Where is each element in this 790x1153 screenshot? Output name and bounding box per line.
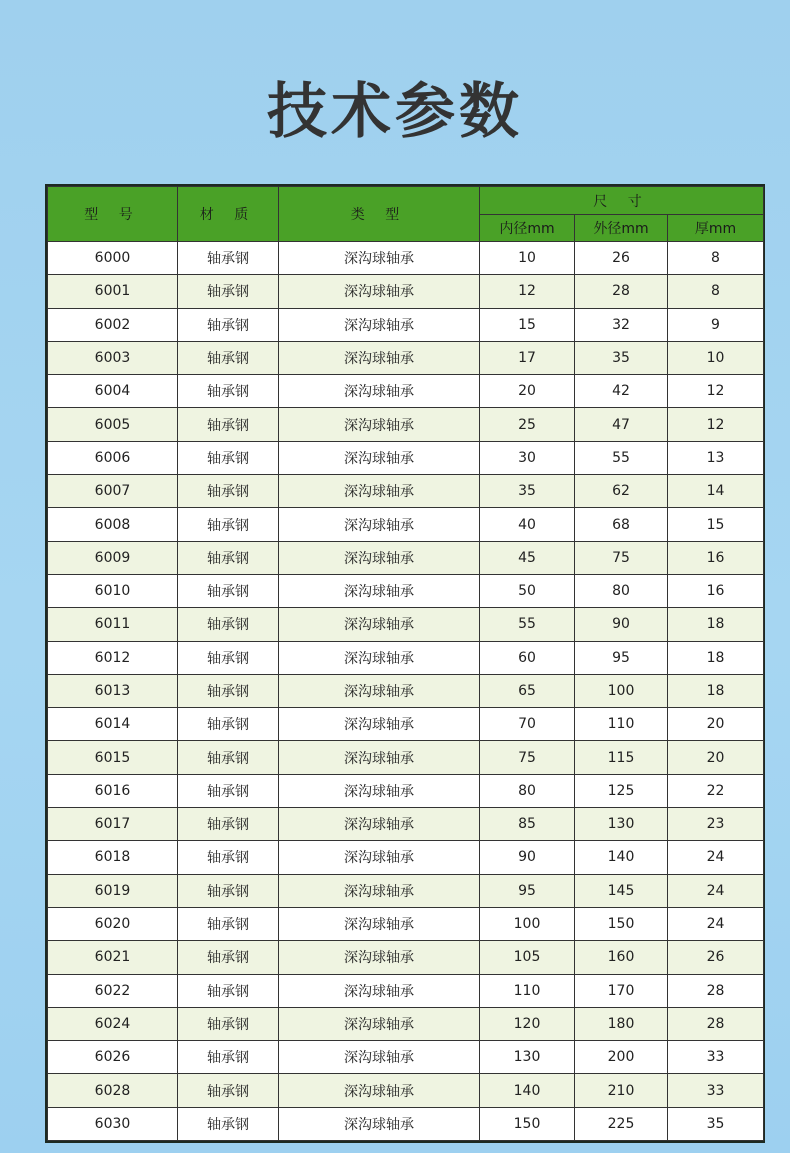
cell-model: 6002 [48, 308, 178, 341]
table-row [48, 408, 764, 441]
table-row [48, 242, 764, 275]
cell-thickness: 24 [668, 874, 764, 907]
cell-inner: 100 [480, 907, 575, 940]
cell-type: 深沟球轴承 [279, 708, 480, 741]
cell-type: 深沟球轴承 [279, 308, 480, 341]
cell-model: 6017 [48, 808, 178, 841]
cell-outer: 170 [575, 974, 668, 1007]
table-row [48, 541, 764, 574]
cell-type: 深沟球轴承 [279, 674, 480, 707]
cell-thickness: 15 [668, 508, 764, 541]
cell-outer: 145 [575, 874, 668, 907]
header-material: 材 质 [178, 187, 279, 242]
table-row [48, 574, 764, 607]
cell-model: 6028 [48, 1074, 178, 1107]
cell-outer: 225 [575, 1107, 668, 1140]
cell-inner: 120 [480, 1007, 575, 1040]
cell-thickness: 12 [668, 375, 764, 408]
cell-outer: 90 [575, 608, 668, 641]
header-model: 型 号 [48, 187, 178, 242]
cell-inner: 20 [480, 375, 575, 408]
cell-material: 轴承钢 [178, 441, 279, 474]
cell-inner: 35 [480, 475, 575, 508]
cell-model: 6006 [48, 441, 178, 474]
cell-type: 深沟球轴承 [279, 408, 480, 441]
cell-material: 轴承钢 [178, 774, 279, 807]
cell-thickness: 18 [668, 608, 764, 641]
cell-material: 轴承钢 [178, 341, 279, 374]
cell-model: 6026 [48, 1041, 178, 1074]
cell-material: 轴承钢 [178, 1107, 279, 1140]
cell-material: 轴承钢 [178, 408, 279, 441]
cell-thickness: 8 [668, 275, 764, 308]
header-type: 类 型 [279, 187, 480, 242]
cell-type: 深沟球轴承 [279, 375, 480, 408]
cell-type: 深沟球轴承 [279, 574, 480, 607]
cell-inner: 55 [480, 608, 575, 641]
cell-model: 6013 [48, 674, 178, 707]
cell-outer: 125 [575, 774, 668, 807]
cell-outer: 35 [575, 341, 668, 374]
cell-material: 轴承钢 [178, 874, 279, 907]
cell-outer: 47 [575, 408, 668, 441]
header-inner-diameter: 内径mm [480, 215, 575, 242]
cell-type: 深沟球轴承 [279, 974, 480, 1007]
cell-thickness: 33 [668, 1041, 764, 1074]
table-row [48, 1107, 764, 1140]
cell-outer: 32 [575, 308, 668, 341]
cell-type: 深沟球轴承 [279, 874, 480, 907]
cell-material: 轴承钢 [178, 308, 279, 341]
cell-material: 轴承钢 [178, 974, 279, 1007]
cell-thickness: 28 [668, 1007, 764, 1040]
cell-thickness: 10 [668, 341, 764, 374]
cell-thickness: 16 [668, 574, 764, 607]
cell-inner: 150 [480, 1107, 575, 1140]
cell-material: 轴承钢 [178, 275, 279, 308]
cell-thickness: 22 [668, 774, 764, 807]
table-row [48, 841, 764, 874]
cell-type: 深沟球轴承 [279, 608, 480, 641]
cell-outer: 75 [575, 541, 668, 574]
table-row [48, 808, 764, 841]
cell-model: 6030 [48, 1107, 178, 1140]
cell-inner: 30 [480, 441, 575, 474]
cell-material: 轴承钢 [178, 641, 279, 674]
table-row [48, 308, 764, 341]
table-row [48, 341, 764, 374]
cell-model: 6010 [48, 574, 178, 607]
cell-model: 6014 [48, 708, 178, 741]
table-row [48, 708, 764, 741]
cell-material: 轴承钢 [178, 674, 279, 707]
cell-inner: 60 [480, 641, 575, 674]
cell-thickness: 24 [668, 841, 764, 874]
cell-type: 深沟球轴承 [279, 841, 480, 874]
cell-model: 6005 [48, 408, 178, 441]
cell-outer: 80 [575, 574, 668, 607]
cell-outer: 140 [575, 841, 668, 874]
cell-thickness: 33 [668, 1074, 764, 1107]
cell-outer: 130 [575, 808, 668, 841]
cell-material: 轴承钢 [178, 741, 279, 774]
cell-inner: 17 [480, 341, 575, 374]
cell-model: 6021 [48, 941, 178, 974]
cell-outer: 110 [575, 708, 668, 741]
cell-type: 深沟球轴承 [279, 341, 480, 374]
cell-model: 6000 [48, 242, 178, 275]
cell-inner: 10 [480, 242, 575, 275]
table-row [48, 508, 764, 541]
header-thickness: 厚mm [668, 215, 764, 242]
cell-model: 6020 [48, 907, 178, 940]
table-row [48, 1041, 764, 1074]
cell-model: 6001 [48, 275, 178, 308]
cell-outer: 55 [575, 441, 668, 474]
cell-model: 6003 [48, 341, 178, 374]
cell-outer: 180 [575, 1007, 668, 1040]
cell-type: 深沟球轴承 [279, 242, 480, 275]
table-row [48, 874, 764, 907]
cell-inner: 12 [480, 275, 575, 308]
cell-material: 轴承钢 [178, 574, 279, 607]
cell-outer: 62 [575, 475, 668, 508]
cell-thickness: 12 [668, 408, 764, 441]
cell-outer: 150 [575, 907, 668, 940]
table-row [48, 441, 764, 474]
table-row [48, 375, 764, 408]
spec-table-container [45, 184, 765, 1143]
cell-outer: 42 [575, 375, 668, 408]
cell-type: 深沟球轴承 [279, 1107, 480, 1140]
cell-inner: 80 [480, 774, 575, 807]
cell-model: 6007 [48, 475, 178, 508]
page-title: 技术参数 [267, 77, 523, 147]
cell-inner: 75 [480, 741, 575, 774]
cell-inner: 25 [480, 408, 575, 441]
table-row [48, 674, 764, 707]
cell-inner: 110 [480, 974, 575, 1007]
cell-material: 轴承钢 [178, 1041, 279, 1074]
cell-thickness: 23 [668, 808, 764, 841]
cell-inner: 130 [480, 1041, 575, 1074]
cell-material: 轴承钢 [178, 808, 279, 841]
cell-inner: 45 [480, 541, 575, 574]
cell-type: 深沟球轴承 [279, 907, 480, 940]
cell-inner: 85 [480, 808, 575, 841]
table-row [48, 275, 764, 308]
cell-model: 6016 [48, 774, 178, 807]
cell-outer: 160 [575, 941, 668, 974]
cell-outer: 95 [575, 641, 668, 674]
cell-thickness: 18 [668, 674, 764, 707]
cell-inner: 95 [480, 874, 575, 907]
cell-material: 轴承钢 [178, 841, 279, 874]
cell-model: 6011 [48, 608, 178, 641]
cell-material: 轴承钢 [178, 608, 279, 641]
cell-material: 轴承钢 [178, 941, 279, 974]
cell-type: 深沟球轴承 [279, 641, 480, 674]
cell-model: 6004 [48, 375, 178, 408]
cell-thickness: 13 [668, 441, 764, 474]
cell-type: 深沟球轴承 [279, 441, 480, 474]
cell-inner: 15 [480, 308, 575, 341]
cell-thickness: 14 [668, 475, 764, 508]
cell-type: 深沟球轴承 [279, 808, 480, 841]
cell-thickness: 28 [668, 974, 764, 1007]
cell-type: 深沟球轴承 [279, 1041, 480, 1074]
table-row [48, 608, 764, 641]
cell-model: 6008 [48, 508, 178, 541]
cell-outer: 210 [575, 1074, 668, 1107]
cell-type: 深沟球轴承 [279, 475, 480, 508]
cell-material: 轴承钢 [178, 242, 279, 275]
cell-model: 6012 [48, 641, 178, 674]
cell-thickness: 24 [668, 907, 764, 940]
cell-material: 轴承钢 [178, 907, 279, 940]
cell-inner: 70 [480, 708, 575, 741]
cell-inner: 40 [480, 508, 575, 541]
cell-type: 深沟球轴承 [279, 275, 480, 308]
cell-material: 轴承钢 [178, 1007, 279, 1040]
cell-type: 深沟球轴承 [279, 941, 480, 974]
cell-inner: 105 [480, 941, 575, 974]
header-size: 尺 寸 [480, 187, 764, 215]
table-row [48, 974, 764, 1007]
cell-model: 6009 [48, 541, 178, 574]
cell-type: 深沟球轴承 [279, 508, 480, 541]
cell-type: 深沟球轴承 [279, 774, 480, 807]
cell-outer: 68 [575, 508, 668, 541]
table-row [48, 1007, 764, 1040]
table-row [48, 774, 764, 807]
cell-thickness: 16 [668, 541, 764, 574]
cell-type: 深沟球轴承 [279, 541, 480, 574]
cell-inner: 50 [480, 574, 575, 607]
cell-thickness: 26 [668, 941, 764, 974]
cell-outer: 200 [575, 1041, 668, 1074]
cell-outer: 115 [575, 741, 668, 774]
cell-model: 6018 [48, 841, 178, 874]
cell-inner: 140 [480, 1074, 575, 1107]
cell-thickness: 20 [668, 708, 764, 741]
cell-model: 6015 [48, 741, 178, 774]
table-row [48, 1074, 764, 1107]
cell-type: 深沟球轴承 [279, 741, 480, 774]
cell-material: 轴承钢 [178, 508, 279, 541]
cell-model: 6019 [48, 874, 178, 907]
table-row [48, 741, 764, 774]
cell-model: 6024 [48, 1007, 178, 1040]
cell-outer: 100 [575, 674, 668, 707]
cell-type: 深沟球轴承 [279, 1074, 480, 1107]
cell-outer: 26 [575, 242, 668, 275]
cell-material: 轴承钢 [178, 708, 279, 741]
cell-inner: 65 [480, 674, 575, 707]
cell-thickness: 9 [668, 308, 764, 341]
cell-thickness: 8 [668, 242, 764, 275]
table-body [48, 242, 764, 1141]
table-row [48, 475, 764, 508]
cell-thickness: 20 [668, 741, 764, 774]
cell-thickness: 18 [668, 641, 764, 674]
table-row [48, 941, 764, 974]
cell-model: 6022 [48, 974, 178, 1007]
cell-material: 轴承钢 [178, 541, 279, 574]
cell-material: 轴承钢 [178, 475, 279, 508]
table-row [48, 641, 764, 674]
table-row [48, 907, 764, 940]
cell-outer: 28 [575, 275, 668, 308]
spec-table [47, 186, 764, 1141]
cell-inner: 90 [480, 841, 575, 874]
table-header [48, 187, 764, 242]
cell-material: 轴承钢 [178, 1074, 279, 1107]
cell-thickness: 35 [668, 1107, 764, 1140]
header-outer-diameter: 外径mm [575, 215, 668, 242]
cell-type: 深沟球轴承 [279, 1007, 480, 1040]
cell-material: 轴承钢 [178, 375, 279, 408]
